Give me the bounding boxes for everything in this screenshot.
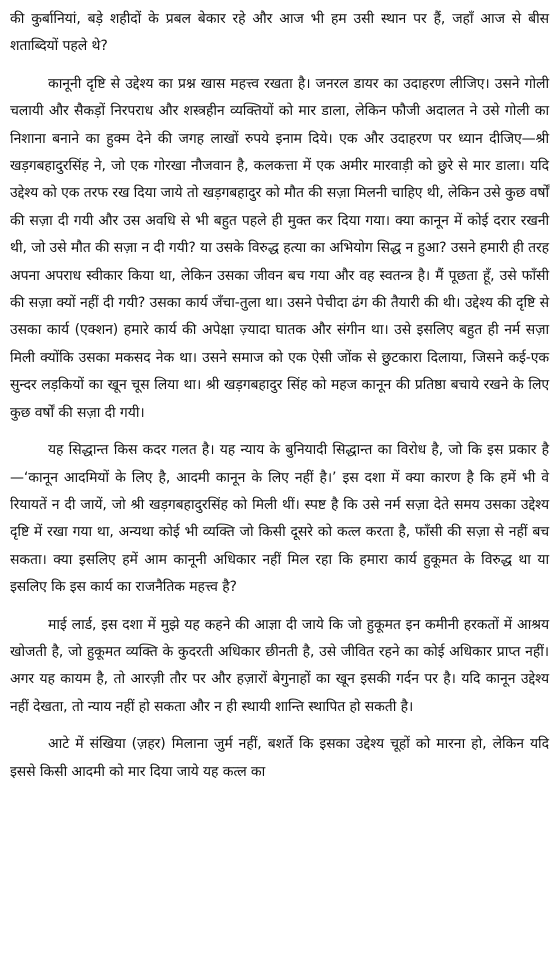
paragraph-legal-motive: कानूनी दृष्टि से उद्देश्य का प्रश्न खास महत्त्व रखता है। जनरल डायर का उदाहरण लीजिए। उसने गोली चलायी और सैकड़ों निरपराध और शस्त्रहीन व्यक्तियों को मार डाला, लेकिन फौजी अदालत ने उसे गोली का निशाना बनाने का हुक्म देने की जगह लाखों रुपये इनाम दिये। एक और उदाहरण पर ध्यान दीजिए—श्री खड़गबहादुरसिंह ने, जो एक गोरखा नौजवान है, कलकत्ता में एक अमीर मारवाड़ी को छुरे से मार डाला। यदि उद्देश्य को एक तरफ रख दिया जाये तो खड़गबहादुर को मौत की सज़ा मिलनी चाहिए थी, लेकिन उसे कुछ वर्षों की सज़ा दी गयी और उस अवधि से भी बहुत पहले ही मुक्त कर दिया गया। क्या कानून में कोई दरार रखनी थी, जो उसे मौत की सज़ा न दी गयी? या उसके विरुद्ध हत्या का अभियोग सिद्ध न हुआ? उसने हमारी ही तरह अपना अपराध स्वीकार किया था, लेकिन उसका जीवन बच गया और वह स्वतन्त्र है। मैं पूछता हूँ, उसे फाँसी की सज़ा क्यों नहीं दी गयी? उसका कार्य जँचा-तुला था। उसने पेचीदा ढंग की तैयारी की थी। उद्देश्य की दृष्टि से उसका कार्य (एक्शन) हमारे कार्य की अपेक्षा ज़्यादा घातक और संगीन था। उसे इसलिए बहुत ही नर्म सज़ा मिली क्योंकि उसका मकसद नेक था। उसने समाज को एक ऐसी जोंक से छुटकारा दिलाया, जिसने कई-एक सुन्दर लड़कियों का खून चूस लिया था। श्री खड़गबहादुर सिंह को महज कानून की प्रतिष्ठा बचाये रखने के लिए कुछ वर्षों की सज़ा दी गयी। xyxy=(10,75,549,421)
paragraph-principle: यह सिद्धान्त किस कदर गलत है। यह न्याय के बुनियादी सिद्धान्त का विरोध है, जो कि इस प्रकार है—‘कानून आदमियों के लिए है, आदमी कानून के लिए नहीं है।’ इस दशा में क्या कारण है कि हमें भी वे रियायतें न दी जायें, जो श्री खड़गबहादुरसिंह को मिली थीं। स्पष्ट है कि उसे नर्म सज़ा देते समय उसका उद्देश्य दृष्टि में रखा गया था, अन्यथा कोई भी व्यक्ति जो किसी दूसरे को कत्ल करता है, फाँसी की सज़ा से नहीं बच सकता। क्या इसलिए हमें आम कानूनी अधिकार नहीं मिल रहा कि हमारा कार्य हुकूमत के विरुद्ध था या इसलिए कि इस कार्य का राजनैतिक महत्त्व है? xyxy=(10,442,549,596)
paragraph-continuation: की कुर्बानियां, बड़े शहीदों के प्रबल बेकार रहे और आज भी हम उसी स्थान पर हैं, जहाँ आज से बीस शताब्दियों पहले थे? xyxy=(10,11,549,55)
paragraph-my-lord: माई लार्ड, इस दशा में मुझे यह कहने की आज्ञा दी जाये कि जो हुकूमत इन कमीनी हरकतों में आश्रय खोजती है, जो हुकूमत व्यक्ति के कुदरती अधिकार छीनती है, उसे जीवित रहने का कोई अधिकार प्राप्त नहीं। अगर यह कायम है, तो आरज़ी तौर पर और हज़ारों बेगुनाहों का खून इसकी गर्दन पर है। यदि कानून उद्देश्य नहीं देखता, तो न्याय नहीं हो सकता और न ही स्थायी शान्ति स्थापित हो सकती है। xyxy=(10,616,549,715)
paragraph-arsenic: आटे में संखिया (ज़हर) मिलाना जुर्म नहीं, बशर्ते कि इसका उद्देश्य चूहों को मारना हो, लेकिन यदि इससे किसी आदमी को मार दिया जाये यह कत्ल का xyxy=(10,736,549,780)
